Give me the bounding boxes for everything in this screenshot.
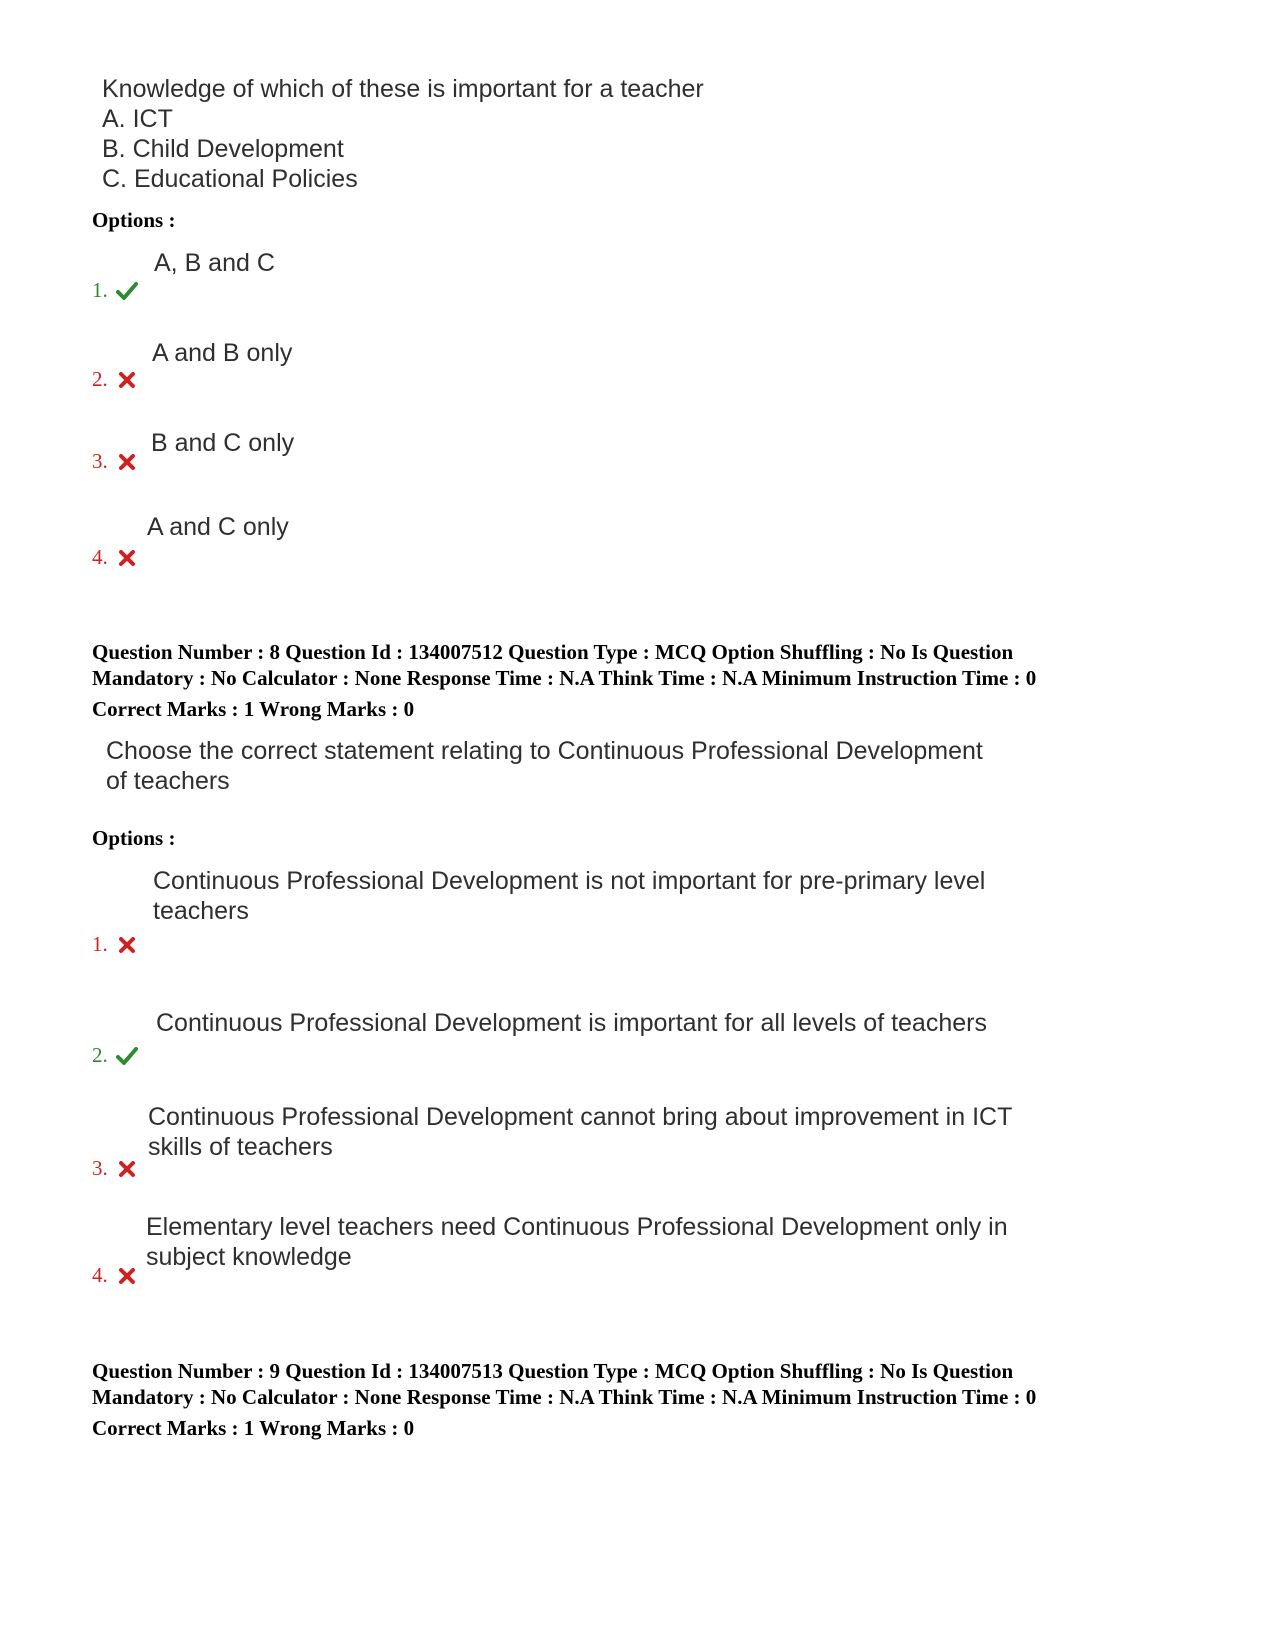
question-line: Knowledge of which of these is important for a teacher xyxy=(102,75,704,103)
question-line: C. Educational Policies xyxy=(102,165,358,193)
option-number-4 xyxy=(92,545,138,570)
question-9-meta-line-1: Question Number : 9 Question Id : 134007513 Question Type : MCQ Option Shuffling : No Is Question xyxy=(92,1359,1014,1383)
cross-icon xyxy=(116,1266,138,1286)
option-number: 1. xyxy=(92,932,108,956)
question-8-text xyxy=(106,736,983,796)
options-label: Options : xyxy=(92,208,176,232)
option-line: teachers xyxy=(153,897,249,925)
option-number: 2. xyxy=(92,1043,108,1067)
options-label: Options : xyxy=(92,826,176,850)
option-text xyxy=(146,1212,1008,1272)
option-line: Elementary level teachers need Continuous Professional Development only in xyxy=(146,1213,1008,1241)
option-text xyxy=(153,866,985,926)
option-line: Continuous Professional Development is important for all levels of teachers xyxy=(156,1009,987,1037)
option-line: B and C only xyxy=(151,429,295,457)
cross-icon xyxy=(116,1159,138,1179)
check-icon xyxy=(116,281,138,301)
option-number-1 xyxy=(92,932,138,957)
option-line: A and C only xyxy=(147,513,289,541)
option-text xyxy=(156,1008,987,1038)
check-icon xyxy=(116,1046,138,1066)
question-line: Choose the correct statement relating to Continuous Professional Development xyxy=(106,737,983,765)
option-number-3 xyxy=(92,1156,138,1181)
option-number: 3. xyxy=(92,1156,108,1180)
cross-icon xyxy=(116,935,138,955)
question-7-text xyxy=(102,74,704,194)
question-8-meta-line-2: Mandatory : No Calculator : None Response Time : N.A Think Time : N.A Minimum Instruction Time : 0 xyxy=(92,666,1037,690)
question-8-meta-line-1: Question Number : 8 Question Id : 134007512 Question Type : MCQ Option Shuffling : No Is Question xyxy=(92,640,1014,664)
question-9-marks: Correct Marks : 1 Wrong Marks : 0 xyxy=(92,1416,415,1440)
option-line: A and B only xyxy=(152,339,293,367)
option-number-3 xyxy=(92,449,138,474)
option-line: subject knowledge xyxy=(146,1243,352,1271)
option-number-4 xyxy=(92,1263,138,1288)
option-text xyxy=(147,512,289,542)
question-line: A. ICT xyxy=(102,105,173,133)
option-number: 2. xyxy=(92,367,108,391)
option-number-2 xyxy=(92,1043,138,1068)
option-text xyxy=(151,428,294,458)
option-text xyxy=(148,1102,1012,1162)
option-text xyxy=(154,248,275,278)
option-line: skills of teachers xyxy=(148,1133,333,1161)
option-number: 4. xyxy=(92,1263,108,1287)
question-9-meta-line-2: Mandatory : No Calculator : None Response Time : N.A Think Time : N.A Minimum Instruction Time : 0 xyxy=(92,1385,1037,1409)
option-line: Continuous Professional Development is not important for pre-primary level xyxy=(153,867,986,895)
question-line: of teachers xyxy=(106,767,230,795)
option-line: Continuous Professional Development cannot bring about improvement in ICT xyxy=(148,1103,1013,1131)
option-number: 3. xyxy=(92,449,108,473)
option-text xyxy=(152,338,292,368)
question-line: B. Child Development xyxy=(102,135,344,163)
option-number-1 xyxy=(92,278,138,303)
cross-icon xyxy=(116,370,138,390)
cross-icon xyxy=(116,548,138,568)
cross-icon xyxy=(116,452,138,472)
option-line: A, B and C xyxy=(154,249,275,277)
option-number: 1. xyxy=(92,278,108,302)
option-number: 4. xyxy=(92,545,108,569)
question-8-marks: Correct Marks : 1 Wrong Marks : 0 xyxy=(92,697,415,721)
option-number-2 xyxy=(92,367,138,392)
